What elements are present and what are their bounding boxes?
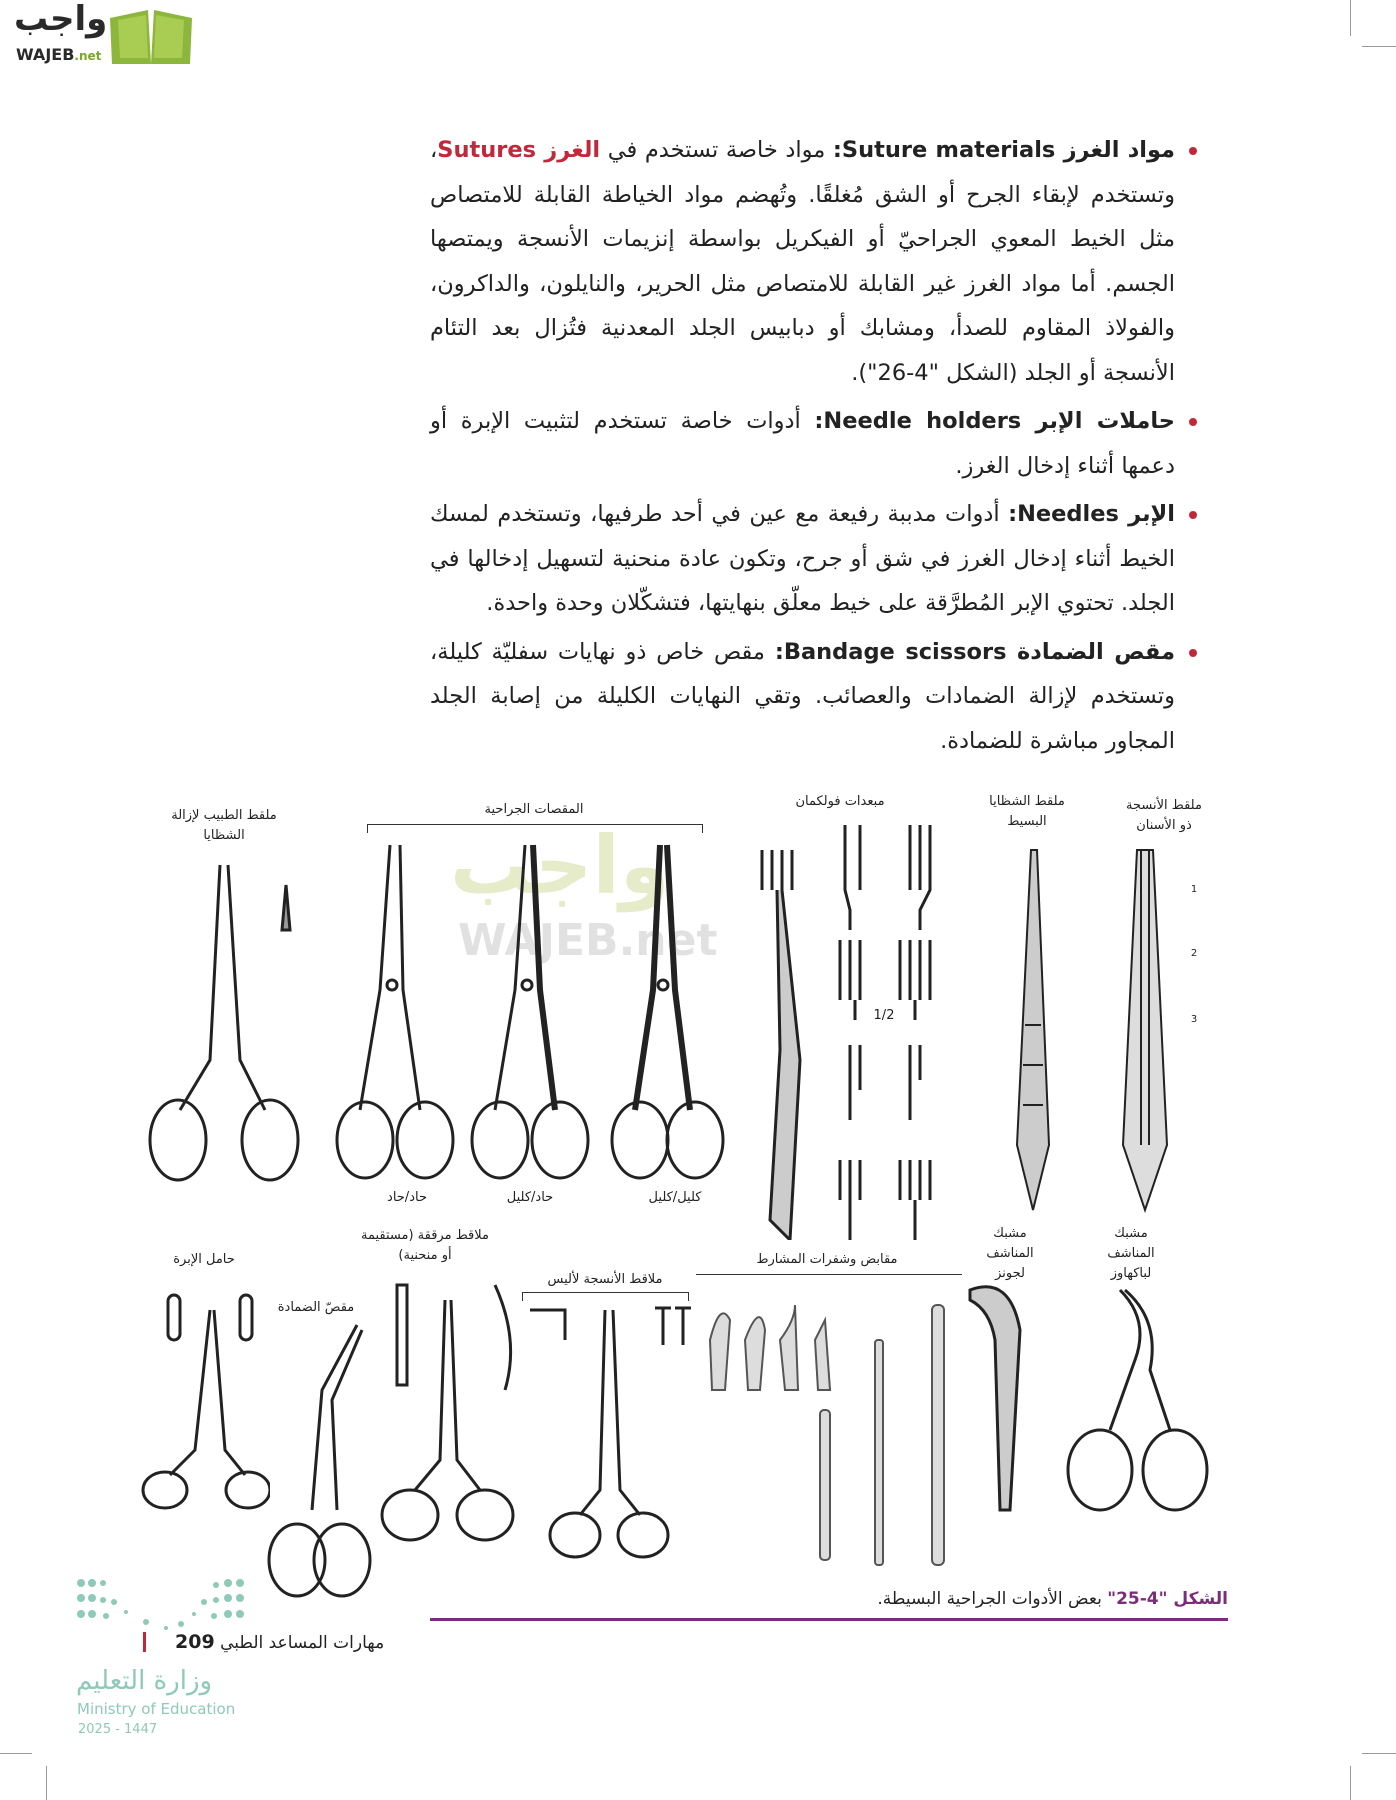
label-sharp-blunt: حاد/كليل: [506, 1190, 554, 1205]
bullet-dot: [1189, 649, 1197, 657]
label-n1: 1: [1190, 884, 1198, 895]
bracket-scissors: [367, 824, 703, 833]
crop-mark: [1350, 0, 1351, 36]
logo-text-ar: واجب: [14, 0, 108, 39]
label-towel-clamp-jones: مشبك المناشف لجونز: [986, 1226, 1034, 1281]
label-volkmann-retractors: مبعدات فولكمان: [795, 794, 885, 809]
towel-clamps-image: [960, 1280, 1220, 1520]
bullet-bandage-scissors: [430, 630, 1175, 764]
term: حاملات الإبر Needle holders:: [814, 408, 1175, 434]
text: مقص خاص ذو نهايات سفليّة كليلة، وتستخدم لإزالة الضمادات والعصائب. وتقي النهايات الكليلة من إصابة الجلد المجاور مباشرة للضمادة.: [430, 638, 1175, 754]
ministry-logo: [76, 1578, 256, 1768]
body-text: [430, 128, 1175, 767]
crop-mark: [0, 1753, 32, 1754]
text: مواد خاصة تستخدم في: [600, 137, 833, 163]
bullet-needles: [430, 492, 1175, 626]
logo-text-net: .net: [74, 49, 102, 63]
year: 2025 - 1447: [78, 1722, 158, 1737]
label-n2: 2: [1190, 948, 1198, 959]
text: ، وتستخدم لإبقاء الجرح أو الشق مُغلقًا. وتُهضم مواد الخياطة القابلة للامتصاص مثل الخيط المعوي الجراحيّ أو الفيكريل بواسطة إنزيمات الأنسجة ويمتصها الجسم. أما مواد الغرز غير القابلة للامتصاص مثل الحرير، والنايلون، والداكرون، والفولاذ المقاوم للصدأ، ومشابك أو دبابيس الجلد المعدنية فتُزال بعد التئام الأنسجة أو الجلد (الشكل "4-26").: [430, 137, 1175, 386]
logo-text-en-main: WAJEB: [16, 45, 75, 64]
bandage-scissors-image: [262, 1320, 372, 1600]
label-surgical-scissors: المقصات الجراحية: [484, 802, 584, 817]
watermark-ar: واجب: [450, 819, 670, 912]
book-title: مهارات المساعد الطبي: [220, 1633, 385, 1653]
simple-splinter-forceps-image: [1005, 845, 1065, 1215]
needle-holder-image: [140, 1290, 270, 1510]
crop-mark: [1362, 46, 1396, 47]
page-separator: [143, 1632, 146, 1652]
mosquito-forceps-image: [375, 1280, 525, 1550]
footer: [175, 1630, 384, 1655]
label-blunt-blunt: كليل/كليل: [648, 1190, 702, 1205]
caption-underline: [430, 1618, 1228, 1621]
label-sharp-sharp: حاد/حاد: [387, 1190, 427, 1205]
label-scalpel-handles-blades: مقابض وشفرات المشارط: [756, 1252, 898, 1267]
allis-forceps-image: [525, 1300, 695, 1560]
label-towel-clamp-backhaus: مشبك المناشف لباكهاوز: [1107, 1226, 1155, 1281]
bullet-dot: [1189, 418, 1197, 426]
logo-text-en: [16, 46, 101, 65]
bullet-needle-holders: [430, 399, 1175, 488]
crop-mark: [1362, 1753, 1396, 1754]
splinter-forceps-image: [140, 860, 330, 1190]
crop-mark: [46, 1766, 47, 1800]
label-n3: 3: [1190, 1014, 1198, 1025]
label-splinter-forceps-doctor: ملقط الطبيب لإزالة الشظايا: [171, 808, 277, 843]
figure-caption: [877, 1588, 1228, 1610]
label-bandage-scissors: مقصّ الضمادة: [277, 1300, 355, 1315]
toothed-tissue-forceps-image: [1115, 845, 1185, 1215]
label-simple-splinter-forceps: ملقط الشظايا البسيط: [989, 794, 1065, 829]
caption-text: بعض الأدوات الجراحية البسيطة.: [877, 1589, 1108, 1609]
text: أدوات مدببة رفيعة مع عين في أحد طرفيها، وتستخدم لمسك الخيط أثناء إدخال الغرز في شق أو جرح، وتكون عادة منحنية لتسهيل إدخالها في الجلد. تحتوي الإبر المُطرَّقة على خيط معلّق بنهايتها، فتشكّلان وحدة واحدة.: [430, 501, 1175, 616]
label-half: 1/2: [873, 1008, 895, 1023]
figure-number: الشكل "4-25": [1107, 1589, 1228, 1609]
bullet-dot: [1189, 511, 1197, 519]
watermark-en: WAJEB.net: [458, 915, 718, 966]
bullet-suture-materials: [430, 128, 1175, 395]
crop-mark: [1350, 1766, 1351, 1800]
label-needle-holder: حامل الإبرة: [173, 1252, 235, 1267]
page-number: 209: [175, 1631, 215, 1653]
ministry-name-en: Ministry of Education: [77, 1700, 236, 1718]
volkmann-retractors-image: [750, 820, 960, 1240]
label-toothed-tissue-forceps: ملقط الأنسجة ذو الأسنان: [1126, 798, 1202, 833]
wajeb-logo[interactable]: [8, 0, 193, 68]
term: الإبر Needles:: [1008, 501, 1175, 527]
divider: [696, 1274, 962, 1275]
term: مواد الغرز Suture materials:: [832, 137, 1175, 163]
label-mosquito-forceps: ملاقط مرققة (مستقيمة أو منحنية): [361, 1228, 489, 1263]
highlight-term: الغرز Sutures: [437, 137, 601, 163]
text: أدوات خاصة تستخدم لتثبيت الإبرة أو دعمها أثناء إدخال الغرز.: [430, 408, 1175, 479]
term: مقص الضمادة Bandage scissors:: [774, 638, 1176, 665]
label-allis-forceps: ملاقط الأنسجة لأليس: [547, 1272, 663, 1287]
bullet-dot: [1189, 147, 1197, 155]
scalpel-handles-blades-image: [700, 1300, 960, 1570]
book-icon: [108, 6, 194, 66]
surgical-scissors-image: [335, 840, 725, 1190]
ministry-name-ar: وزارة التعليم: [76, 1666, 213, 1696]
